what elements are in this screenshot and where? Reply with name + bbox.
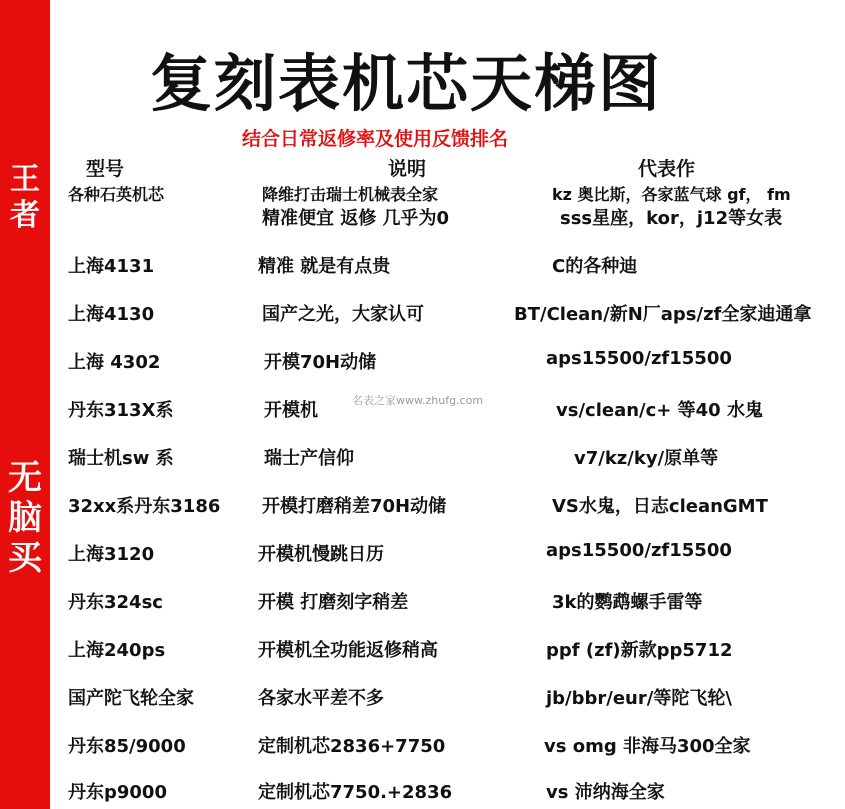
cell-model: 上海4130 (68, 304, 155, 325)
cell-description: 开模机慢跳日历 (258, 544, 384, 565)
cell-description: 定制机芯2836+7750 (258, 736, 446, 757)
cell-representative: vs omg 非海马300全家 (544, 736, 751, 757)
cell-representative: aps15500/zf15500 (546, 540, 732, 561)
cell-model: 上海4131 (68, 256, 155, 277)
cell-description: 瑞士产信仰 (264, 448, 354, 469)
cell-model: 丹东313X系 (68, 400, 174, 421)
cell-model: 各种石英机芯 (68, 185, 165, 204)
side-label-no-brainer: 无脑买 (8, 458, 42, 578)
cell-model: 上海 4302 (68, 352, 161, 373)
page-subtitle: 结合日常返修率及使用反馈排名 (242, 128, 509, 150)
cell-representative: v7/kz/ky/原单等 (574, 448, 719, 469)
cell-model: 上海240ps (68, 640, 166, 661)
cell-description: 开模70H动储 (264, 352, 377, 373)
cell-representative: jb/bbr/eur/等陀飞轮\ (546, 688, 732, 709)
cell-model: 丹东85/9000 (68, 736, 186, 757)
cell-description: 开模机全功能返修稍高 (258, 640, 438, 661)
column-header-representative: 代表作 (638, 158, 696, 180)
cell-representative: vs/clean/c+ 等40 水鬼 (556, 400, 763, 421)
cell-representative: ppf (zf)新款pp5712 (546, 640, 733, 661)
cell-model: 丹东324sc (68, 592, 163, 613)
cell-description: 定制机芯7750.+2836 (258, 782, 453, 803)
cell-model: 瑞士机sw 系 (68, 448, 174, 469)
cell-representative: VS水鬼，日志cleanGMT (552, 496, 768, 517)
cell-model: 丹东p9000 (68, 782, 167, 803)
cell-model: 上海3120 (68, 544, 155, 565)
cell-description: 开模打磨稍差70H动储 (262, 496, 447, 517)
cell-model: 32xx系丹东3186 (68, 496, 221, 517)
cell-description: 国产之光，大家认可 (262, 304, 424, 325)
cell-representative: vs 沛纳海全家 (546, 782, 665, 803)
cell-representative: C的各种迪 (552, 256, 638, 277)
cell-representative: sss星座，kor，j12等女表 (560, 208, 783, 229)
cell-description: 精准 就是有点贵 (258, 256, 391, 277)
cell-representative: 3k的鹦鹉螺手雷等 (552, 592, 703, 613)
cell-representative: kz 奥比斯，各家蓝气球 gf， fm (552, 185, 791, 204)
column-header-model: 型号 (86, 158, 125, 180)
cell-representative: BT/Clean/新N厂aps/zf全家迪通拿 (514, 304, 812, 325)
cell-description: 降维打击瑞士机械表全家 (262, 185, 439, 204)
cell-description: 开模 打磨刻字稍差 (258, 592, 409, 613)
side-label-king: 王者 (10, 162, 40, 233)
cell-model: 国产陀飞轮全家 (68, 688, 194, 709)
column-header-description: 说明 (388, 158, 427, 180)
page-title: 复刻表机芯天梯图 (150, 47, 663, 120)
cell-description: 各家水平差不多 (258, 688, 384, 709)
watermark: 名表之家www.zhufg.com (352, 394, 484, 407)
side-bar (0, 0, 50, 809)
cell-description: 开模机 (264, 400, 318, 421)
cell-description: 精准便宜 返修 几乎为0 (262, 208, 450, 229)
cell-representative: aps15500/zf15500 (546, 348, 732, 369)
